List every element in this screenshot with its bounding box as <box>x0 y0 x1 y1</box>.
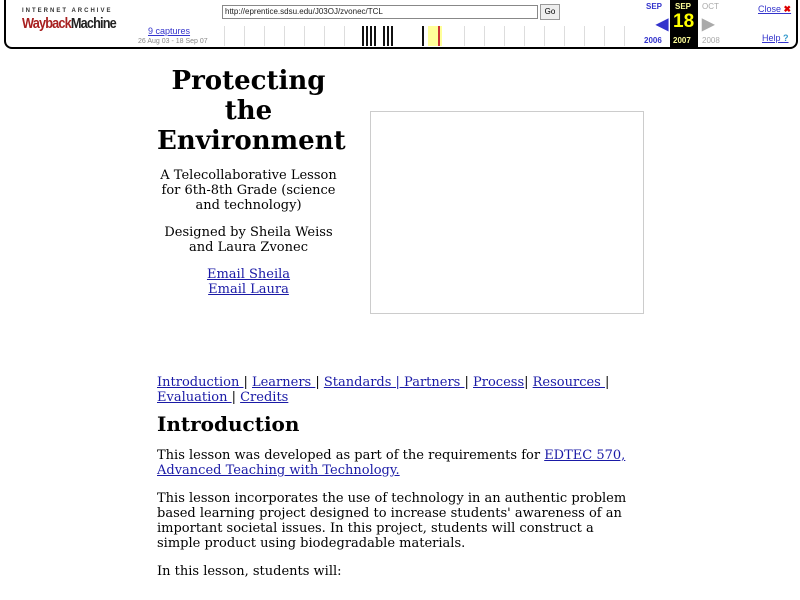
image-placeholder <box>370 111 644 314</box>
wayback-toolbar <box>4 0 798 49</box>
edtec-link[interactable]: EDTEC 570, Advanced Teaching with Technology. <box>157 448 626 478</box>
title-block <box>157 66 346 309</box>
page-title: Protecting the Environment <box>157 66 346 156</box>
nav-process[interactable]: Process <box>473 375 525 390</box>
intro-paragraph-2: This lesson incorporates the use of technology in an authentic problem based learning project designed to increase students' awareness of an important societal issues. In this project, students will construct a simple product using biodegradable materials. <box>157 491 627 551</box>
capture-timeline[interactable] <box>214 26 644 46</box>
close-icon: ✖ <box>783 4 792 14</box>
nav-resources[interactable]: Resources <box>532 375 605 390</box>
captures-link[interactable]: 9 captures <box>148 26 191 36</box>
prev-arrow-icon[interactable]: ◀ <box>656 16 669 33</box>
url-input[interactable]: http://eprentice.sdsu.edu/J03OJ/zvonec/TCL <box>222 5 538 19</box>
prev-year: 2006 <box>644 36 662 45</box>
designers: Designed by Sheila Weiss and Laura Zvonec <box>164 225 333 255</box>
help-link[interactable]: Help ? <box>762 33 789 43</box>
nav-introduction[interactable]: Introduction <box>157 375 244 390</box>
nav-credits[interactable]: Credits <box>240 390 289 405</box>
nav-evaluation[interactable]: Evaluation <box>157 390 232 405</box>
help-icon: ? <box>783 33 789 43</box>
section-heading: Introduction <box>157 412 300 436</box>
next-month: OCT <box>702 2 719 11</box>
capture-range: 26 Aug 03 - 18 Sep 07 <box>138 38 208 45</box>
prev-month: SEP <box>646 2 663 11</box>
nav-learners[interactable]: Learners <box>251 375 316 390</box>
intro-paragraph-3: In this lesson, students will: <box>157 564 342 579</box>
wayback-logo[interactable]: WaybackMachine <box>22 15 116 32</box>
logo-text: INTERNET ARCHIVE <box>22 8 113 14</box>
section-nav: Introduction | Learners | Standards | Partners | Process| Resources | Evaluation | Credits <box>157 375 610 405</box>
email-sheila-link[interactable]: Email Sheila <box>206 267 291 282</box>
nav-standards-partners[interactable]: Standards | Partners <box>323 375 465 390</box>
intro-paragraph: This lesson was developed as part of the requirements for EDTEC 570, Advanced Teaching with Technology. <box>157 448 626 478</box>
subtitle: A Telecollaborative Lesson for 6th-8th Grade (science and technology) <box>160 168 337 213</box>
main-content <box>157 375 627 592</box>
email-laura-link[interactable]: Email Laura <box>208 282 289 297</box>
close-link[interactable]: Close ✖ <box>758 4 792 14</box>
next-arrow-icon: ▶ <box>702 16 715 33</box>
go-button[interactable]: Go <box>540 4 560 20</box>
next-year: 2008 <box>702 36 720 45</box>
current-date: SEP 18 2007 <box>670 0 698 47</box>
